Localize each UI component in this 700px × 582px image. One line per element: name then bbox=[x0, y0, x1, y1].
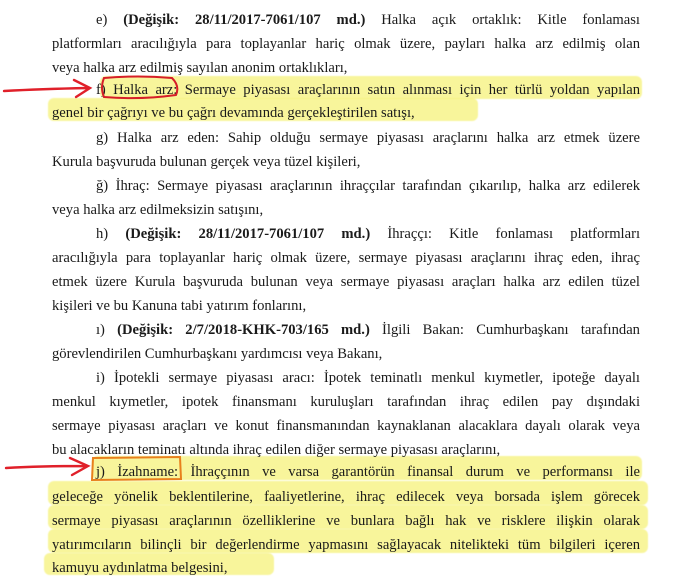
text-line-20: j) İzahname: İhraççının ve varsa garantörün finansal durum ve performansı ile bbox=[96, 464, 640, 480]
text-line-17: menkul kıymetler, ipotek finansmanı kuruluşları tarafından ihraç edilen pay dışındaki bbox=[52, 394, 640, 410]
text-line-6: g) Halka arz eden: Sahip olduğu sermaye piyasası araçlarını halka arz etmek üzere bbox=[96, 130, 640, 146]
text-line-23: yatırımcıların bilinçli bir değerlendirme yapmasını sağlayacak nitelikteki tüm bilgileri içeren bbox=[52, 537, 640, 553]
text-line-16: i) İpotekli sermaye piyasası aracı: İpotek teminatlı menkul kıymetler, ipoteğe dayalı bbox=[96, 370, 640, 386]
red-arrow-izahname bbox=[6, 458, 88, 475]
text-line-18: sermaye piyasası araçları ve konut finansmanından kaynaklanan alacaklara dayalı olarak veya bbox=[52, 418, 640, 434]
text-line-14: ı) (Değişik: 2/7/2018-KHK-703/165 md.) İlgili Bakan: Cumhurbaşkanı tarafından bbox=[96, 322, 640, 338]
text-line-9: veya halka arz edilmeksizin satışını, bbox=[52, 202, 264, 218]
text-line-21: geleceğe yönelik beklentilerine, faaliyetlerine, ihraç edilecek veya borsada işlem görecek bbox=[52, 489, 640, 505]
text-line-12: etmek üzere Kurula başvuruda bulunan veya sermaye piyasası araçları halka arz edilen tüzel bbox=[52, 274, 640, 290]
text-line-22: sermaye piyasası araçlarının özelliklerine ve bunlara bağlı hak ve risklere ilişkin olarak bbox=[52, 513, 640, 529]
text-line-3: veya halka arz edilmiş sayılan anonim ortaklıkları, bbox=[52, 60, 348, 76]
text-line-11: aracılığıyla para toplayanlar hariç olmak üzere, sermaye piyasası araçlarını ihraç eden, ihraç bbox=[52, 250, 640, 266]
text-line-5: genel bir çağrıyı ve bu çağrı devamında gerçekleştirilen satışı, bbox=[52, 105, 415, 121]
text-line-4: f) Halka arz: Sermaye piyasası araçlarının satın alınması için her türlü yoldan yapılan bbox=[96, 82, 640, 98]
text-line-7: Kurula başvuruda bulunan gerçek veya tüzel kişileri, bbox=[52, 154, 361, 170]
text-line-19: bu alacakların teminatı altında ihraç edilen diğer sermaye piyasası araçlarını, bbox=[52, 442, 501, 458]
text-line-1: e) (Değişik: 28/11/2017-7061/107 md.) Halka açık ortaklık: Kitle fonlaması bbox=[96, 12, 640, 28]
text-line-2: platformları aracılığıyla para toplayanlar hariç olmak üzere, payları halka arz edilmiş olan bbox=[52, 36, 640, 52]
text-line-8: ğ) İhraç: Sermaye piyasası araçlarının ihraççılar tarafından çıkarılıp, halka arz edilerek bbox=[96, 178, 640, 194]
text-line-13: kişileri ve bu Kanuna tabi yatırım fonlarını, bbox=[52, 298, 307, 314]
text-line-15: görevlendirilen Cumhurbaşkanı yardımcısı veya Bakanı, bbox=[52, 346, 383, 362]
text-line-24: kamuyu aydınlatma belgesini, bbox=[52, 560, 228, 576]
text-line-10: h) (Değişik: 28/11/2017-7061/107 md.) İhraççı: Kitle fonlaması platformları bbox=[96, 226, 640, 242]
red-arrow-halka-arz bbox=[4, 80, 90, 97]
